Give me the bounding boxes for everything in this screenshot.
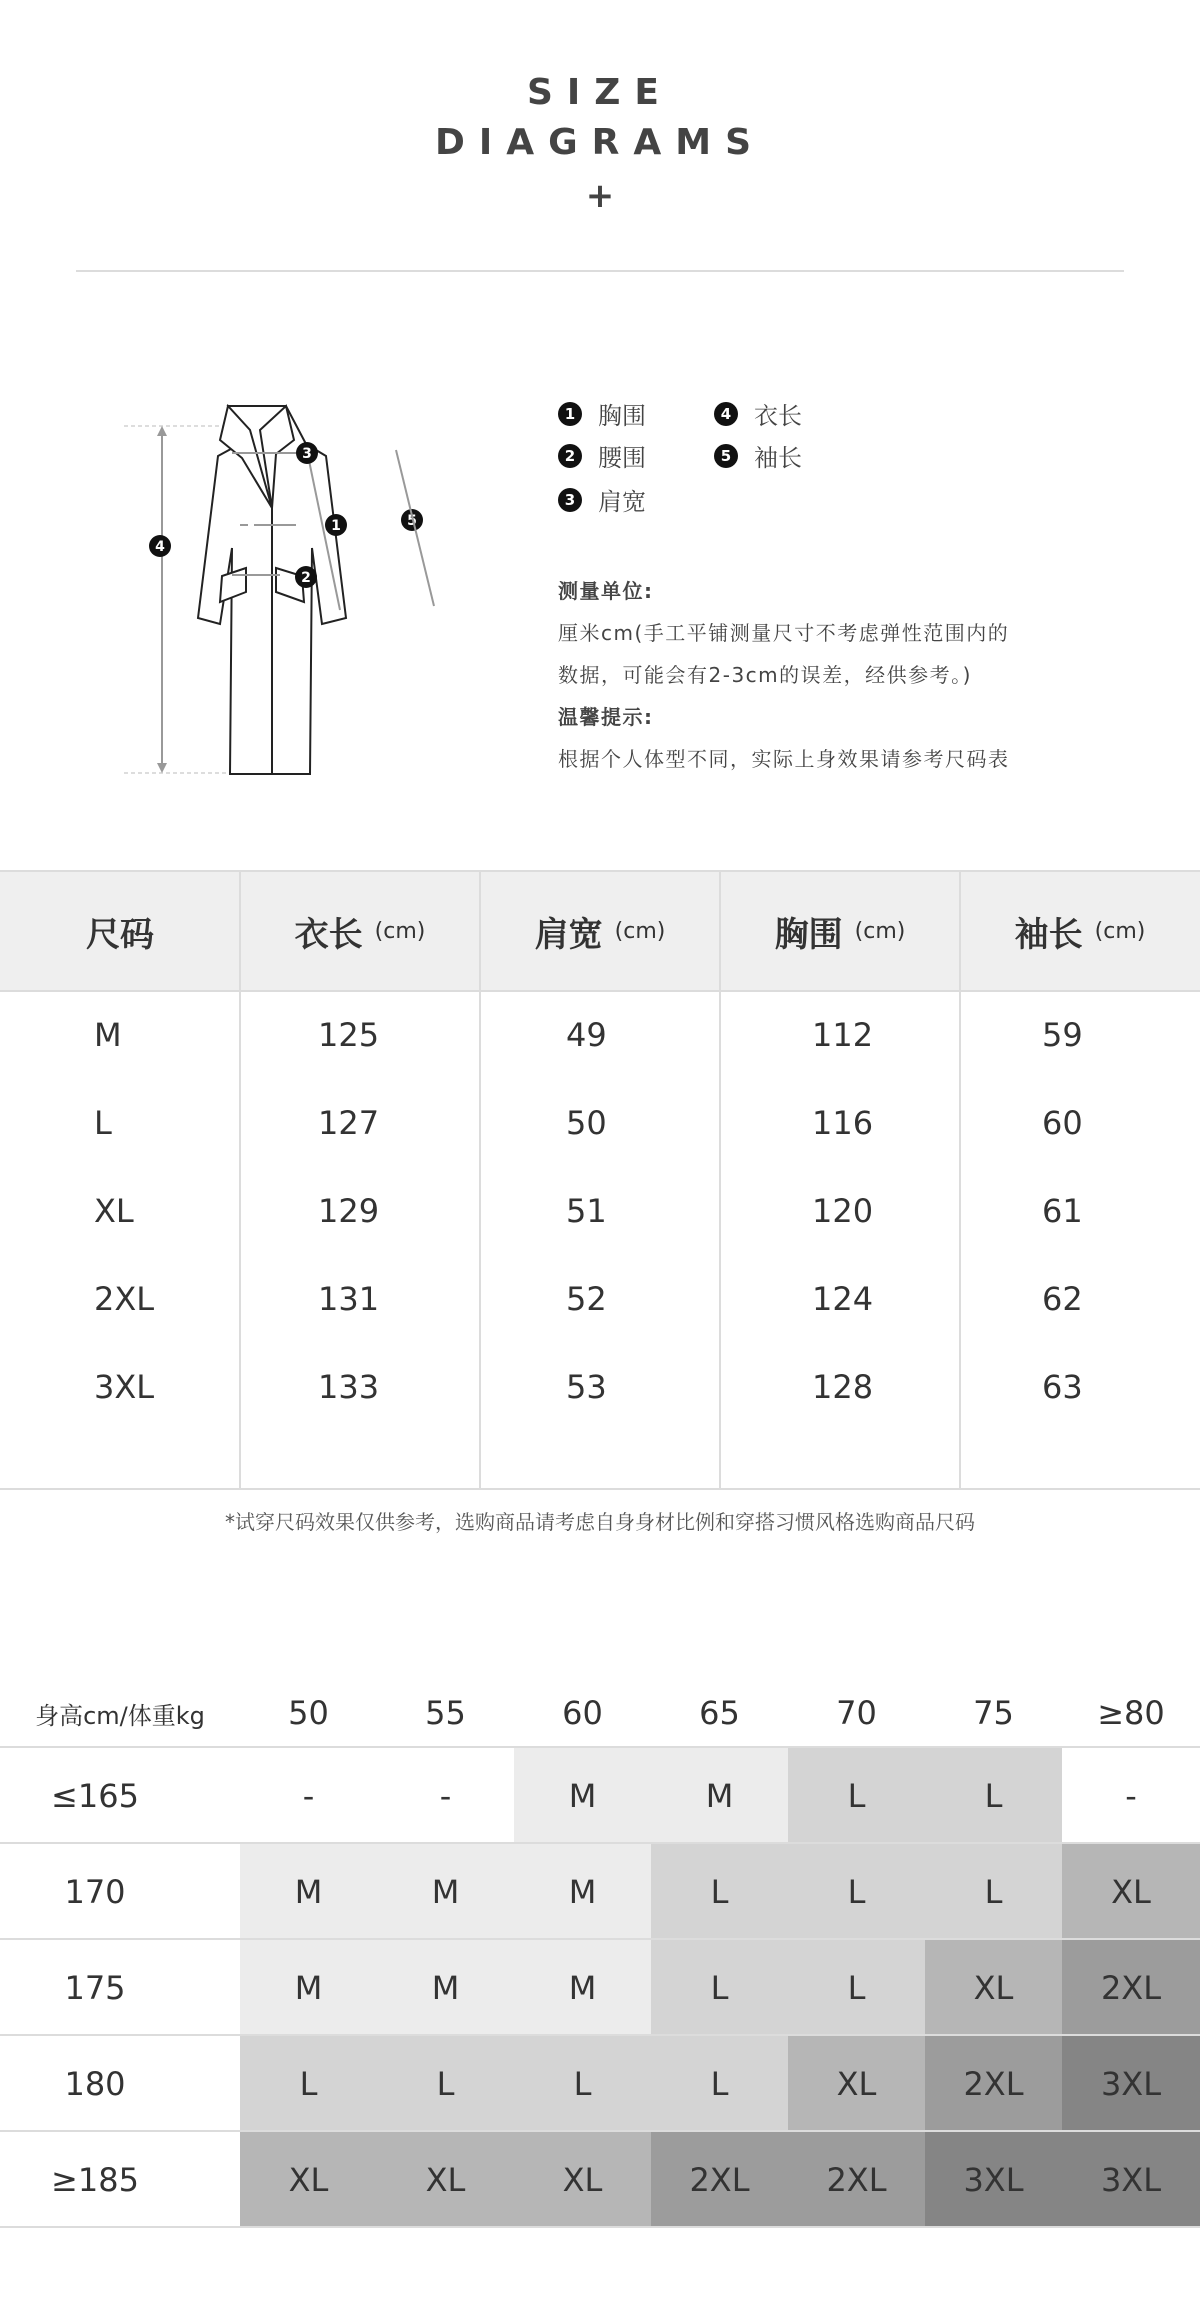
size-label: 2XL — [94, 1280, 155, 1318]
recommend-cell: 3XL — [1062, 2132, 1200, 2228]
footnote: *试穿尺码效果仅供参考，选购商品请考虑自身身材比例和穿搭习惯风格选购商品尺码 — [225, 1510, 975, 1534]
weight-header: 65 — [699, 1694, 740, 1732]
recommend-cell: 3XL — [925, 2132, 1062, 2228]
table-cell: 124 — [812, 1280, 874, 1318]
size-label: 3XL — [94, 1368, 155, 1406]
table-cell: 125 — [318, 1016, 380, 1054]
recommend-cell: 2XL — [651, 2132, 788, 2228]
recommend-cell: M — [377, 1844, 514, 1940]
table-cell: 49 — [566, 1016, 607, 1054]
legend-item-length: 4 衣长 — [714, 396, 802, 431]
recommend-cell: L — [925, 1748, 1062, 1844]
recommend-cell: XL — [1062, 1844, 1200, 1940]
height-label: 170 — [64, 1873, 126, 1911]
recommend-cell: XL — [788, 2036, 925, 2132]
weight-header: 50 — [288, 1694, 329, 1732]
recommend-cell: M — [514, 1940, 651, 2036]
recommend-cell: L — [514, 2036, 651, 2132]
size-label: M — [94, 1016, 122, 1054]
weight-header: 55 — [425, 1694, 466, 1732]
recommend-cell: XL — [925, 1940, 1062, 2036]
svg-text:5: 5 — [407, 513, 417, 529]
size-table-bottom-border — [0, 1488, 1200, 1490]
recommend-cell: L — [788, 1844, 925, 1940]
unit-line-1: 厘米cm(手工平铺测量尺寸不考虑弹性范围内的 — [558, 621, 1010, 645]
legend-item-shoulder: 3 肩宽 — [558, 482, 646, 517]
plus-icon: + — [585, 176, 615, 216]
number-5-icon: 5 — [714, 444, 738, 468]
weight-header: ≥80 — [1097, 1694, 1165, 1732]
recommend-cell: 2XL — [788, 2132, 925, 2228]
corner-label: 身高cm/体重kg — [35, 1701, 205, 1730]
recommend-cell: 2XL — [925, 2036, 1062, 2132]
recommend-cell: XL — [377, 2132, 514, 2228]
number-4-icon: 4 — [714, 402, 738, 426]
header-length: 衣长 (cm) — [294, 914, 426, 955]
height-label: 180 — [64, 2065, 126, 2103]
table-cell: 61 — [1042, 1192, 1083, 1230]
header-shoulder: 肩宽 (cm) — [534, 914, 666, 955]
weight-header: 70 — [836, 1694, 877, 1732]
table-cell: 53 — [566, 1368, 607, 1406]
svg-text:1: 1 — [331, 518, 341, 534]
size-label: XL — [94, 1192, 134, 1230]
recommend-cell: M — [514, 1844, 651, 1940]
svg-text:2: 2 — [301, 570, 311, 586]
legend-item-sleeve: 5 袖长 — [714, 438, 802, 473]
unit-title: 测量单位: — [558, 579, 654, 603]
table-cell: 128 — [812, 1368, 874, 1406]
recommend-cell: L — [925, 1844, 1062, 1940]
row-divider — [0, 2226, 1200, 2228]
svg-text:4: 4 — [155, 539, 165, 555]
table-cell: 120 — [812, 1192, 874, 1230]
table-cell: 116 — [812, 1104, 874, 1142]
recommend-cell: 2XL — [1062, 1940, 1200, 2036]
table-cell: 52 — [566, 1280, 607, 1318]
marker-1-icon — [325, 514, 347, 536]
column-divider — [959, 870, 961, 1490]
height-label: ≤165 — [51, 1777, 139, 1815]
coat-diagram — [120, 390, 460, 790]
weight-header: 75 — [973, 1694, 1014, 1732]
recommend-cell: M — [377, 1940, 514, 2036]
title-line-2: DIAGRAMS — [434, 122, 766, 163]
recommend-cell: 3XL — [1062, 2036, 1200, 2132]
size-label: L — [94, 1104, 112, 1142]
recommend-cell: L — [240, 2036, 377, 2132]
height-label: 175 — [64, 1969, 126, 2007]
recommend-cell: L — [651, 1940, 788, 2036]
unit-line-2: 数据，可能会有2-3cm的误差，经供参考。) — [558, 663, 972, 687]
recommend-cell: L — [788, 1940, 925, 2036]
table-cell: 129 — [318, 1192, 380, 1230]
number-2-icon: 2 — [558, 444, 582, 468]
table-cell: 127 — [318, 1104, 380, 1142]
recommend-cell: L — [788, 1748, 925, 1844]
tip-title: 温馨提示: — [558, 705, 654, 729]
header-divider — [76, 270, 1124, 272]
recommend-cell: L — [377, 2036, 514, 2132]
table-cell: 51 — [566, 1192, 607, 1230]
weight-header: 60 — [562, 1694, 603, 1732]
column-divider — [239, 870, 241, 1490]
title-line-1: SIZE — [526, 72, 674, 113]
marker-4-icon — [149, 535, 171, 557]
legend-item-chest: 1 胸围 — [558, 396, 646, 431]
table-cell: 60 — [1042, 1104, 1083, 1142]
recommend-cell: M — [514, 1748, 651, 1844]
recommend-cell: M — [240, 1844, 377, 1940]
size-table-header — [0, 870, 1200, 992]
table-cell: 62 — [1042, 1280, 1083, 1318]
column-divider — [479, 870, 481, 1490]
recommend-cell: - — [377, 1748, 514, 1844]
table-cell: 59 — [1042, 1016, 1083, 1054]
marker-3-icon — [296, 442, 318, 464]
recommend-cell: L — [651, 2036, 788, 2132]
recommend-cell: - — [1062, 1748, 1200, 1844]
legend-item-waist: 2 腰围 — [558, 438, 646, 473]
number-3-icon: 3 — [558, 488, 582, 512]
table-cell: 133 — [318, 1368, 380, 1406]
table-cell: 131 — [318, 1280, 380, 1318]
number-1-icon: 1 — [558, 402, 582, 426]
recommend-cell: M — [240, 1940, 377, 2036]
recommend-cell: L — [651, 1844, 788, 1940]
svg-text:3: 3 — [302, 446, 312, 462]
column-divider — [719, 870, 721, 1490]
recommend-cell: XL — [240, 2132, 377, 2228]
recommend-cell: - — [240, 1748, 377, 1844]
tip-line: 根据个人体型不同，实际上身效果请参考尺码表 — [558, 747, 1010, 771]
table-cell: 63 — [1042, 1368, 1083, 1406]
header-size: 尺码 — [86, 914, 154, 955]
marker-2-icon — [295, 566, 317, 588]
height-label: ≥185 — [51, 2161, 139, 2199]
size-table — [0, 870, 1200, 1490]
recommend-cell: M — [651, 1748, 788, 1844]
measurement-notes — [558, 570, 1118, 780]
recommend-cell: XL — [514, 2132, 651, 2228]
table-cell: 112 — [812, 1016, 874, 1054]
table-cell: 50 — [566, 1104, 607, 1142]
header-sleeve: 袖长 (cm) — [1014, 914, 1146, 955]
header-chest: 胸围 (cm) — [774, 914, 906, 955]
